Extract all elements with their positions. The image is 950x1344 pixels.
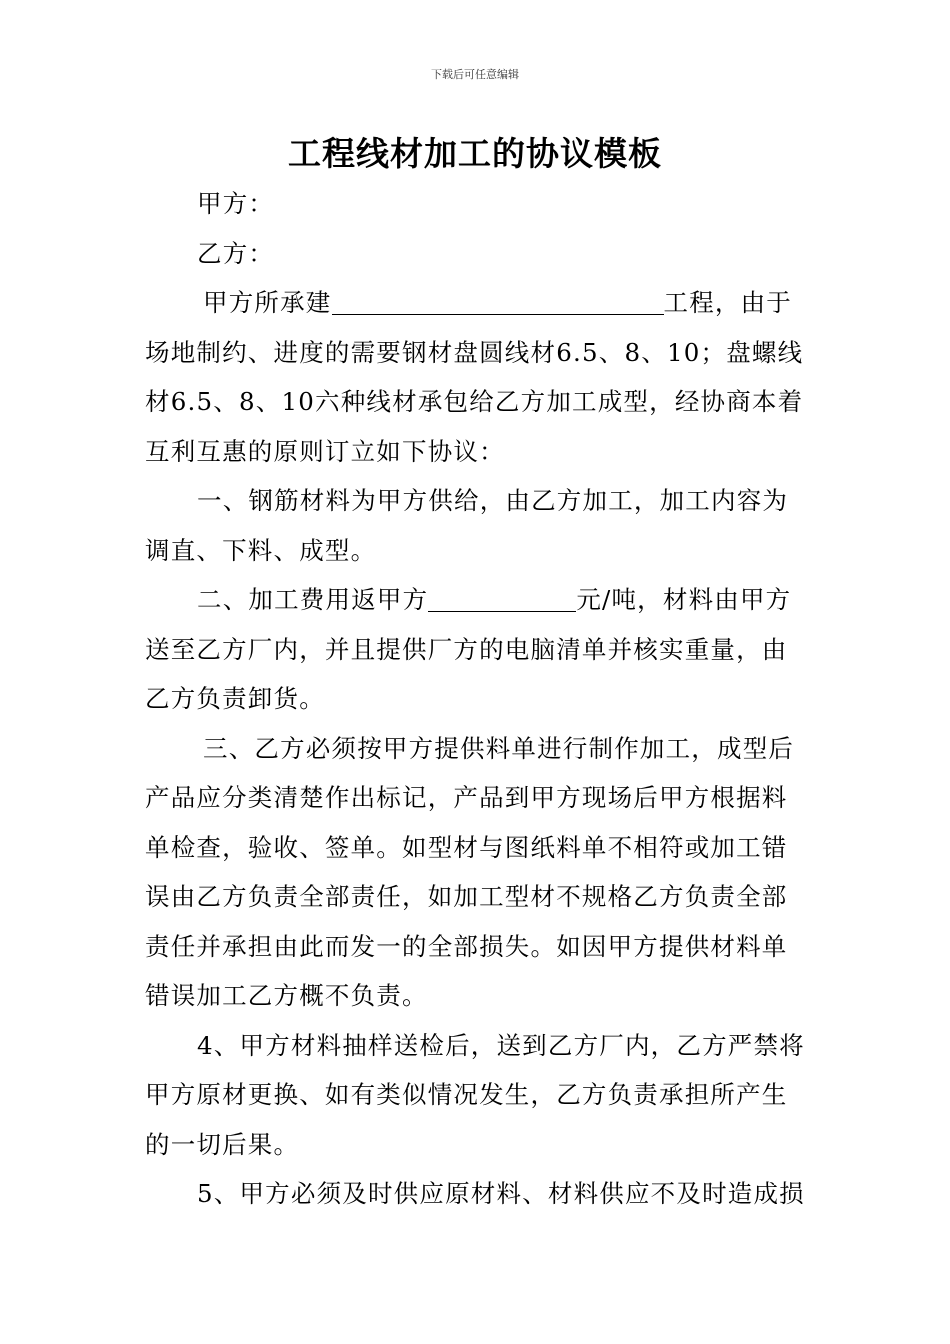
party-a-label: 甲方：: [197, 189, 275, 218]
intro-line-1: [145, 278, 805, 328]
header-note: 下载后可任意编辑: [431, 68, 519, 81]
intro-line-2: 场地制约、进度的需要钢材盘圆线材6.5、8、10；盘螺线: [145, 337, 804, 367]
intro-text-pre: 甲方所承建: [203, 288, 332, 317]
clause-3-line-6: 错误加工乙方概不负责。: [145, 981, 428, 1010]
clause-4-line-2: 甲方原材更换、如有类似情况发生，乙方负责承担所产生: [145, 1080, 788, 1109]
clause-2-text-pre: 二、加工费用返甲方: [197, 585, 429, 614]
clause-2-text-post: 元/吨，材料由甲方: [576, 585, 792, 614]
clause-3-line-3: 单检查，验收、签单。如型材与图纸料单不相符或加工错: [145, 832, 788, 862]
intro-line-3: 材6.5、8、10六种线材承包给乙方加工成型，经协商本着: [145, 387, 804, 416]
clause-4-line-3: 的一切后果。: [145, 1129, 300, 1159]
party-b-label: 乙方：: [197, 238, 275, 268]
clause-3-line-1: 三、乙方必须按甲方提供料单进行制作加工，成型后: [203, 733, 795, 763]
clause-1-line-1: 一、钢筋材料为甲方供给，由乙方加工，加工内容为: [197, 486, 789, 515]
clause-3-line-2: 产品应分类清楚作出标记，产品到甲方现场后甲方根据料: [145, 783, 788, 812]
clause-2-line-1: [145, 575, 805, 625]
clause-2-line-2: 送至乙方厂内，并且提供厂方的电脑清单并核实重量，由: [145, 634, 788, 664]
intro-text-post: 工程，由于: [663, 288, 792, 317]
document-body: [145, 179, 805, 1219]
project-name-blank[interactable]: [332, 284, 664, 315]
document-title: 工程线材加工的协议模板: [288, 134, 662, 173]
clause-3-line-5: 责任并承担由此而发一的全部损失。如因甲方提供材料单: [145, 931, 788, 961]
clause-5-line-1: 5、甲方必须及时供应原材料、材料供应不及时造成损: [197, 1179, 805, 1208]
clause-3-line-4: 误由乙方负责全部责任，如加工型材不规格乙方负责全部: [145, 882, 788, 911]
intro-line-4: 互利互惠的原则订立如下协议：: [145, 436, 505, 466]
fee-amount-blank[interactable]: [428, 581, 576, 612]
clause-4-line-1: 4、甲方材料抽样送检后，送到乙方厂内，乙方严禁将: [197, 1030, 805, 1060]
clause-1-line-2: 调直、下料、成型。: [145, 535, 377, 565]
clause-2-line-3: 乙方负责卸货。: [145, 684, 325, 713]
